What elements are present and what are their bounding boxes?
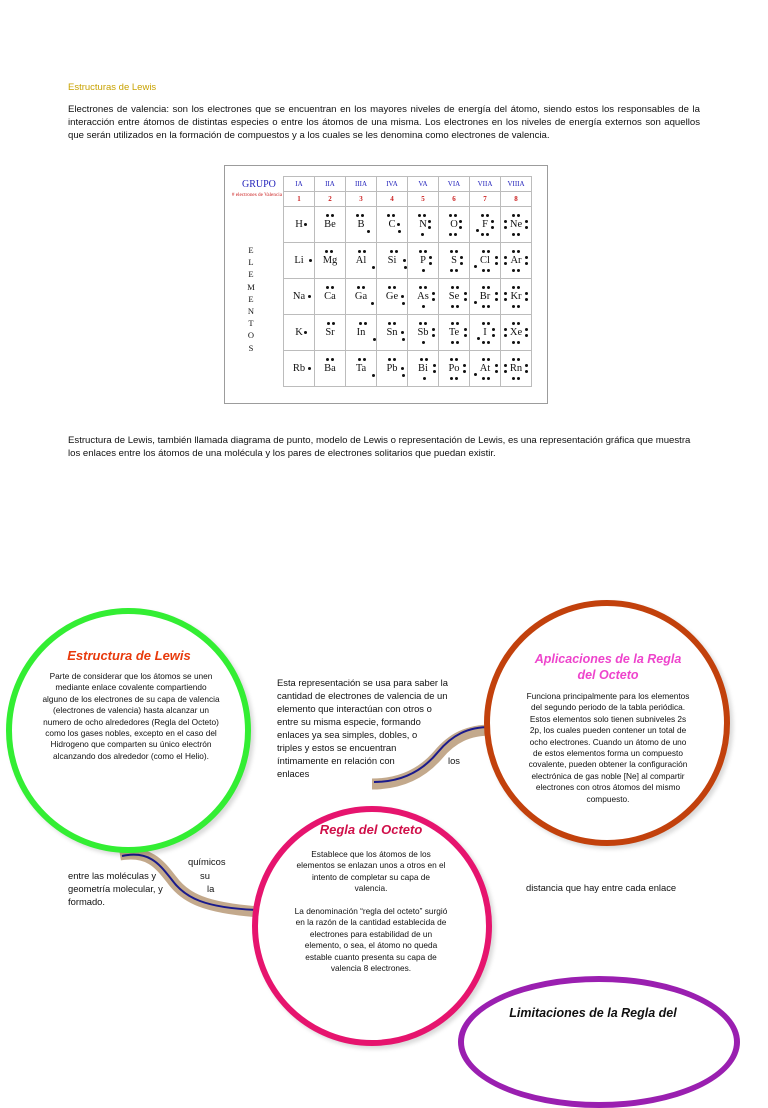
element-symbol: Po	[441, 357, 466, 380]
element-symbol: Al	[349, 249, 374, 272]
valence-cell: 5	[408, 192, 439, 207]
element-symbol: Bi	[411, 357, 435, 380]
group-cell: VIIA	[470, 177, 501, 192]
element-symbol: Rn	[503, 357, 529, 380]
elementos-letter: T	[248, 318, 254, 329]
element-symbol: K	[288, 321, 310, 344]
middle-line-8: enlaces	[277, 768, 310, 779]
element-symbol: Sb	[410, 321, 435, 344]
group-cell: VIIIA	[501, 177, 532, 192]
element-symbol: N	[412, 213, 434, 236]
middle-line-6a: triples y estos se encuentran	[277, 742, 397, 753]
estructura-lewis-title: Estructura de Lewis	[67, 648, 191, 663]
aplicaciones-title: Aplicaciones de la Regla del Octeto	[534, 652, 682, 682]
valence-cell: 3	[346, 192, 377, 207]
element-symbol: In	[350, 321, 373, 344]
element-symbol: Ar	[503, 249, 528, 272]
group-cell: VIA	[439, 177, 470, 192]
middle-line-7: íntimamente en relación con	[277, 755, 395, 766]
aplicaciones-body: Funciona principalmente para los elementos del segundo periodo de la tabla periódica. Estos elementos solo tienen subniveles 2s 2p, los cuales pueden contener un total de ocho electrones. Cuando un átomo de uno de estos elementos forma un compuesto covalente, pueden obtener la configuración electrónica de gas noble [Ne] al compartir electrones con otros átomos del mismo compuesto.	[526, 691, 690, 804]
element-symbol: H	[288, 213, 310, 236]
geometria-text: geometría molecular, y	[68, 883, 163, 894]
elementos-letter: N	[247, 306, 255, 317]
element-symbol: Xe	[503, 321, 529, 344]
element-symbol: Ta	[349, 357, 373, 380]
element-symbol: Be	[317, 213, 343, 236]
elementos-letter: M	[247, 281, 255, 292]
valence-cell: 6	[439, 192, 470, 207]
moleculas-text: entre las moléculas y	[68, 870, 157, 881]
elementos-letter: O	[247, 330, 255, 341]
regla-octeto-body-2: La denominación “regla del octeto” surgió en la razón de la cantidad establecida de electrones para estabilidad de un elemento, o sea, el átomo no queda estable cuanto presenta su capa de valencia 8 electrones.	[294, 906, 448, 974]
formado-text: formado.	[68, 896, 105, 907]
estructura-lewis-body: Parte de considerar que los átomos se unen mediante enlace covalente compartiendo alguno de los electrones de su capa de valencia (electrones de valencia) hasta alcanzar un numero de ocho alrededores (Regla del Octeto) como los gases nobles, excepto en el caso del Hidrogeno que comparten su único electrón alcanzando dos alrededor (como el Helio).	[42, 671, 220, 761]
element-symbol: Ge	[379, 285, 405, 308]
middle-los-text: los	[448, 755, 460, 766]
regla-octeto-title: Regla del Octeto	[319, 822, 423, 837]
element-symbol: Rb	[286, 357, 312, 380]
group-cell: IIIA	[346, 177, 377, 192]
element-symbol: Sn	[379, 321, 404, 344]
valence-cell: 8	[501, 192, 532, 207]
element-symbol: Sr	[318, 321, 341, 344]
group-cell: IVA	[377, 177, 408, 192]
la-text: la	[207, 883, 215, 894]
middle-line-3: elemento que interactúan con otros o	[277, 703, 432, 714]
group-cell: IIA	[315, 177, 346, 192]
limitaciones-title: Limitaciones de la Regla del	[509, 1006, 677, 1020]
middle-line-6	[277, 741, 483, 754]
element-symbol: O	[443, 213, 465, 236]
electrones-label: # electrones de Valencia	[231, 192, 282, 198]
element-symbol: C	[381, 213, 402, 236]
element-symbol: Ne	[503, 213, 529, 236]
element-symbol: Si	[381, 249, 404, 272]
valence-cell: 7	[470, 192, 501, 207]
valence-cell: 4	[377, 192, 408, 207]
group-cell: IA	[284, 177, 315, 192]
elementos-letter: E	[248, 269, 254, 280]
element-symbol: I	[476, 321, 494, 344]
valence-cell: 1	[284, 192, 315, 207]
grupo-label: GRUPO	[242, 179, 276, 190]
element-symbol: Ba	[317, 357, 343, 380]
group-cell: VA	[408, 177, 439, 192]
regla-octeto-body-1: Establece que los átomos de los elementos se enlazan unos a otros en el intento de completar su capa de valencia.	[296, 849, 446, 894]
element-symbol: As	[410, 285, 436, 308]
element-symbol: Br	[473, 285, 498, 308]
middle-line-4: entre su misma especie, formando	[277, 716, 421, 727]
element-symbol: P	[413, 249, 433, 272]
element-symbol: Na	[286, 285, 312, 308]
element-symbol: B	[350, 213, 371, 236]
element-symbol: F	[475, 213, 495, 236]
middle-line-5: enlaces ya sea simples, dobles, o	[277, 729, 418, 740]
elementos-letter: L	[248, 257, 254, 268]
element-symbol: Kr	[503, 285, 528, 308]
su-text: su	[200, 870, 210, 881]
valence-paragraph: Electrones de valencia: son los electrones que se encuentran en los mayores niveles de energía del átomo, siendo estos los responsables de la interacción entre átomos de distintas especies o entre los átomos de una misma. Los electrones en los niveles de energía externos son aquellos que serán utilizados en la formación de compuestos y a los cuales se les denomina como electrones de valencia.	[68, 104, 700, 142]
element-symbol: Te	[442, 321, 466, 344]
elementos-letter: S	[248, 342, 254, 353]
element-symbol: Cl	[473, 249, 497, 272]
elementos-letter: E	[248, 245, 254, 255]
quimicos-text: químicos	[188, 856, 226, 867]
section-title: Estructuras de Lewis	[68, 82, 157, 93]
element-symbol: Se	[442, 285, 467, 308]
element-symbol: Ga	[348, 285, 374, 308]
middle-line-2: cantidad de electrones de valencia de un	[277, 690, 448, 701]
elementos-letter: E	[248, 293, 254, 304]
element-symbol: Li	[287, 249, 310, 272]
middle-line-1: Esta representación se usa para saber la	[277, 677, 448, 688]
valence-cell: 2	[315, 192, 346, 207]
distancia-text: distancia que hay entre cada enlace	[526, 882, 677, 893]
element-symbol: Ca	[317, 285, 343, 308]
element-symbol: S	[444, 249, 464, 272]
element-symbol: Mg	[316, 249, 345, 272]
element-symbol: Pb	[379, 357, 404, 380]
limitaciones-node	[458, 976, 740, 1108]
lewis-definition-paragraph: Estructura de Lewis, también llamada diagrama de punto, modelo de Lewis o representación de Lewis, es una representación gráfica que muestra los enlaces entre los átomos de una molécula y los pares de electrones solitarios que puedan existir.	[68, 435, 691, 460]
element-symbol: At	[473, 357, 498, 380]
